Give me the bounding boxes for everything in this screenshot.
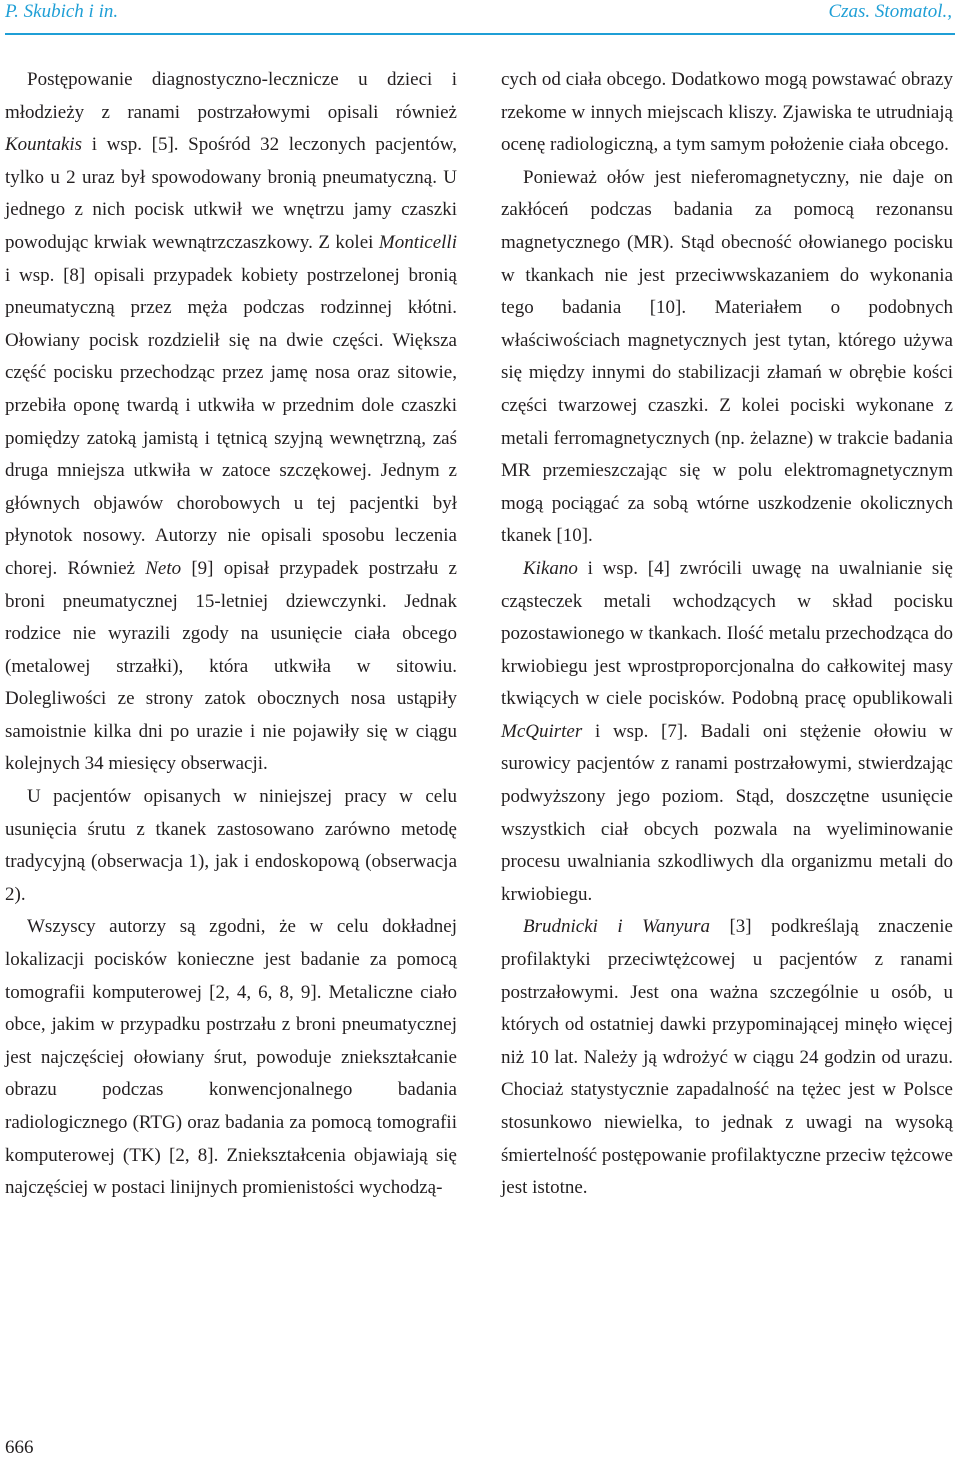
running-header-journal: Czas. Stomatol., bbox=[828, 1, 952, 22]
paragraph-right-4: Brudnicki i Wanyura [3] podkreślają znaczenie profilaktyki przeciwtężcowej u pacjentów z ranami postrzałowymi. Jest ona ważna szczególnie u osób, u których od ostatniej dawki przypominającej minęło więcej niż 10 lat. Należy ją wdrożyć w ciągu 24 godzin od urazu. Chociaż statystycznie zapadalność na tężec jest w Polsce stosunkowo niewielka, to jednak z uwagi na wysoką śmiertelność postępowanie profilaktyczne przeciw tężcowe jest istotne. bbox=[501, 916, 953, 1199]
page-number: 666 bbox=[5, 1437, 34, 1458]
paragraph-left-3: Wszyscy autorzy są zgodni, że w celu dokładnej lokalizacji pocisków konieczne jest badanie za pomocą tomografii komputerowej [2, 4, 6, 8, 9]. Metaliczne ciało obce, jakim w przypadku postrzału z broni pneumatycznej jest najczęściej ołowiany śrut, powoduje zniekształcanie obrazu podczas konwencjonalnego badania radiologicznego (RTG) oraz badania za pomocą tomografii komputerowej (TK) [2, 8]. Zniekształcenia objawiają się najczęściej w postaci linijnych promienistości wychodzą- bbox=[5, 916, 457, 1199]
paragraph-left-2: U pacjentów opisanych w niniejszej pracy w celu usunięcia śrutu z tkanek zastosowano zarówno metodę tradycyjną (obserwacja 1), jak i endoskopową (obserwacja 2). bbox=[5, 786, 457, 905]
paragraph-right-3: Kikano i wsp. [4] zwrócili uwagę na uwalnianie się cząsteczek metali wchodzących w skład pocisku pozostawionego w tkankach. Ilość metalu przechodząca do krwiobiegu jest wprostproporcjonalna do całkowitej masy tkwiących w ciele pocisków. Podobną pracę opublikowali McQuirter i wsp. [7]. Badali oni stężenie ołowiu w surowicy pacjentów z ranami postrzałowymi, stwierdzając podwyższony jego poziom. Stąd, doszczętne usunięcie wszystkich ciał obcych pozwala na wyeliminowanie procesu uwalniania szkodliwych dla organizmu metali do krwiobiegu. bbox=[501, 557, 953, 905]
paragraph-right-2: Ponieważ ołów jest nieferomagnetyczny, nie daje on zakłóceń podczas badania za pomocą rezonansu magnetycznego (MR). Stąd obecność ołowianego pocisku w tkankach nie jest przeciwwskazaniem do wykonania tego badania [10]. Materiałem o podobnych właściwościach magnetycznych jest tytan, którego używa się między innymi do stabilizacji złamań w obrębie kości części twarzowej czaszki. Z kolei pociski wykonane z metali ferromagnetycznych (np. żelazne) w trakcie badania MR przemieszczając się w polu elektromagnetycznym mogą pociągać za sobą wtórne uszkodzenie okolicznych tkanek [10]. bbox=[501, 166, 953, 547]
paragraph-left-1: Postępowanie diagnostyczno-lecznicze u dzieci i młodzieży z ranami postrzałowymi opisali również Kountakis i wsp. [5]. Spośród 32 leczonych pacjentów, tylko u 2 uraz był spowodowany bronią pneumatyczną. U jednego z nich pocisk utkwił we wnętrzu jamy czaszki powodując krwiak wewnątrzczaszkowy. Z kolei Monticelli i wsp. [8] opisali przypadek kobiety postrzelonej bronią pneumatyczną przez męża podczas rodzinnej kłótni. Ołowiany pocisk rozdzielił się na dwie części. Większa część pocisku przechodząc przez jamę nosa oraz sitowie, przebiła oponę twardą i utkwiła w przednim dole czaszki pomiędzy zatoką jamistą i tętnicą szyjną wewnętrzną, zaś druga mniejsza utkwiła w zatoce szczękowej. Jednym z głównych objawów chorobowych u tej pacjentki był płynotok nosowy. Autorzy nie opisali sposobu leczenia chorej. Również Neto [9] opisał przypadek postrzału z broni pneumatycznej 15-letniej dziewczynki. Jednak rodzice nie wyrazili zgody na usunięcie ciała obcego (metalowej strzałki), która utkwiła w sitowiu. Dolegliwości ze strony zatok obocznych nosa ustąpiły samoistnie kilka dni po urazie i nie pojawiły się w ciągu kolejnych 34 miesięcy obserwacji. bbox=[5, 69, 457, 775]
left-column bbox=[5, 64, 457, 1205]
right-column bbox=[501, 64, 953, 1205]
header-divider bbox=[5, 33, 955, 35]
running-header-authors: P. Skubich i in. bbox=[5, 1, 119, 22]
paragraph-right-1: cych od ciała obcego. Dodatkowo mogą powstawać obrazy rzekome w innych miejscach kliszy. Zjawiska te utrudniają ocenę radiologiczną, a tym samym położenie ciała obcego. bbox=[501, 69, 953, 156]
